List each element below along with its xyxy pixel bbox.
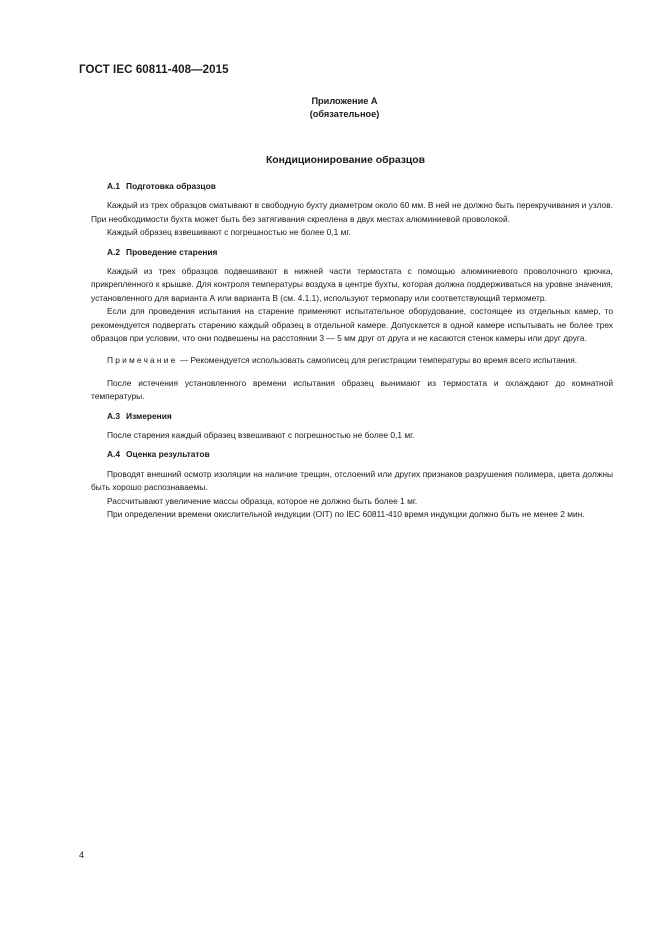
section-a2-heading bbox=[91, 246, 613, 259]
section-a1-heading bbox=[91, 180, 613, 193]
document-body bbox=[91, 180, 613, 521]
paragraph: Каждый из трех образцов сматывают в свободную бухту диаметром около 60 мм. В ней не должно быть перекручивания и узлов. При необходимости бухта может быть без затягивания скреплена в двух местах алюминиевой проволокой. bbox=[91, 200, 613, 224]
note bbox=[91, 354, 613, 367]
section-number: А.2 bbox=[107, 246, 121, 257]
paragraph: При определении времени окислительной индукции (OIT) по IEC 60811-410 время индукции должно быть не менее 2 мин. bbox=[107, 509, 585, 520]
page-title: Кондиционирование образцов bbox=[265, 155, 426, 166]
paragraph: Каждый образец взвешивают с погрешностью не более 0,1 мг. bbox=[107, 227, 351, 238]
paragraph: Каждый из трех образцов подвешивают в нижней части термостата с помощью алюминиевого проволочного крючка, прикрепленного к крышке. Для контроля температуры воздуха в центре бухты, которая должна поддерживаться на уровне значения, установленного для варианта А или варианта В (см. 4.1.1), используют термопару или соответствующий термометр. bbox=[91, 266, 613, 303]
section-title: Оценка результатов bbox=[126, 449, 210, 460]
section-a4-heading bbox=[91, 448, 613, 461]
section-title: Подготовка образцов bbox=[126, 181, 216, 191]
annex-status: (обязательное) bbox=[309, 109, 380, 119]
section-number: А.4 bbox=[107, 449, 121, 460]
note-text: — Рекомендуется использовать самописец для регистрации температуры во время всего испытания. bbox=[177, 355, 578, 366]
annex-title: Приложение А bbox=[311, 96, 378, 106]
section-a3-heading bbox=[91, 410, 613, 423]
annex-heading bbox=[0, 95, 661, 121]
page-number: 4 bbox=[79, 850, 85, 860]
section-title: Измерения bbox=[126, 410, 172, 421]
paragraph: Проводят внешний осмотр изоляции на наличие трещин, отслоений или других признаков разрушения полимера, цвета должны быть хорошо распознаваемы. bbox=[91, 468, 613, 493]
section-title: Проведение старения bbox=[126, 246, 218, 257]
paragraph: После истечения установленного времени испытания образец вынимают из термостата и охлаждают до комнатной температуры. bbox=[91, 377, 613, 402]
note-label: Примечание bbox=[107, 355, 178, 366]
standard-designation: ГОСТ IEC 60811-408—2015 bbox=[79, 64, 229, 76]
paragraph: Если для проведения испытания на старение применяют испытательное оборудование, состоящее из отдельных камер, то рекомендуется подвергать старению каждый образец в отдельной камере. Допускается в одной камере испытывать не более трех образцов при условии, что они подвешены на расстоянии 3 — 5 мм друг от друга и не касаются стенок камеры или друг друга. bbox=[91, 306, 613, 344]
section-number: А.1 bbox=[107, 181, 121, 191]
paragraph: Рассчитывают увеличение массы образца, которое не должно быть более 1 мг. bbox=[107, 495, 418, 506]
section-number: А.3 bbox=[107, 410, 121, 421]
paragraph: После старения каждый образец взвешивают с погрешностью не более 0,1 мг. bbox=[107, 430, 415, 441]
